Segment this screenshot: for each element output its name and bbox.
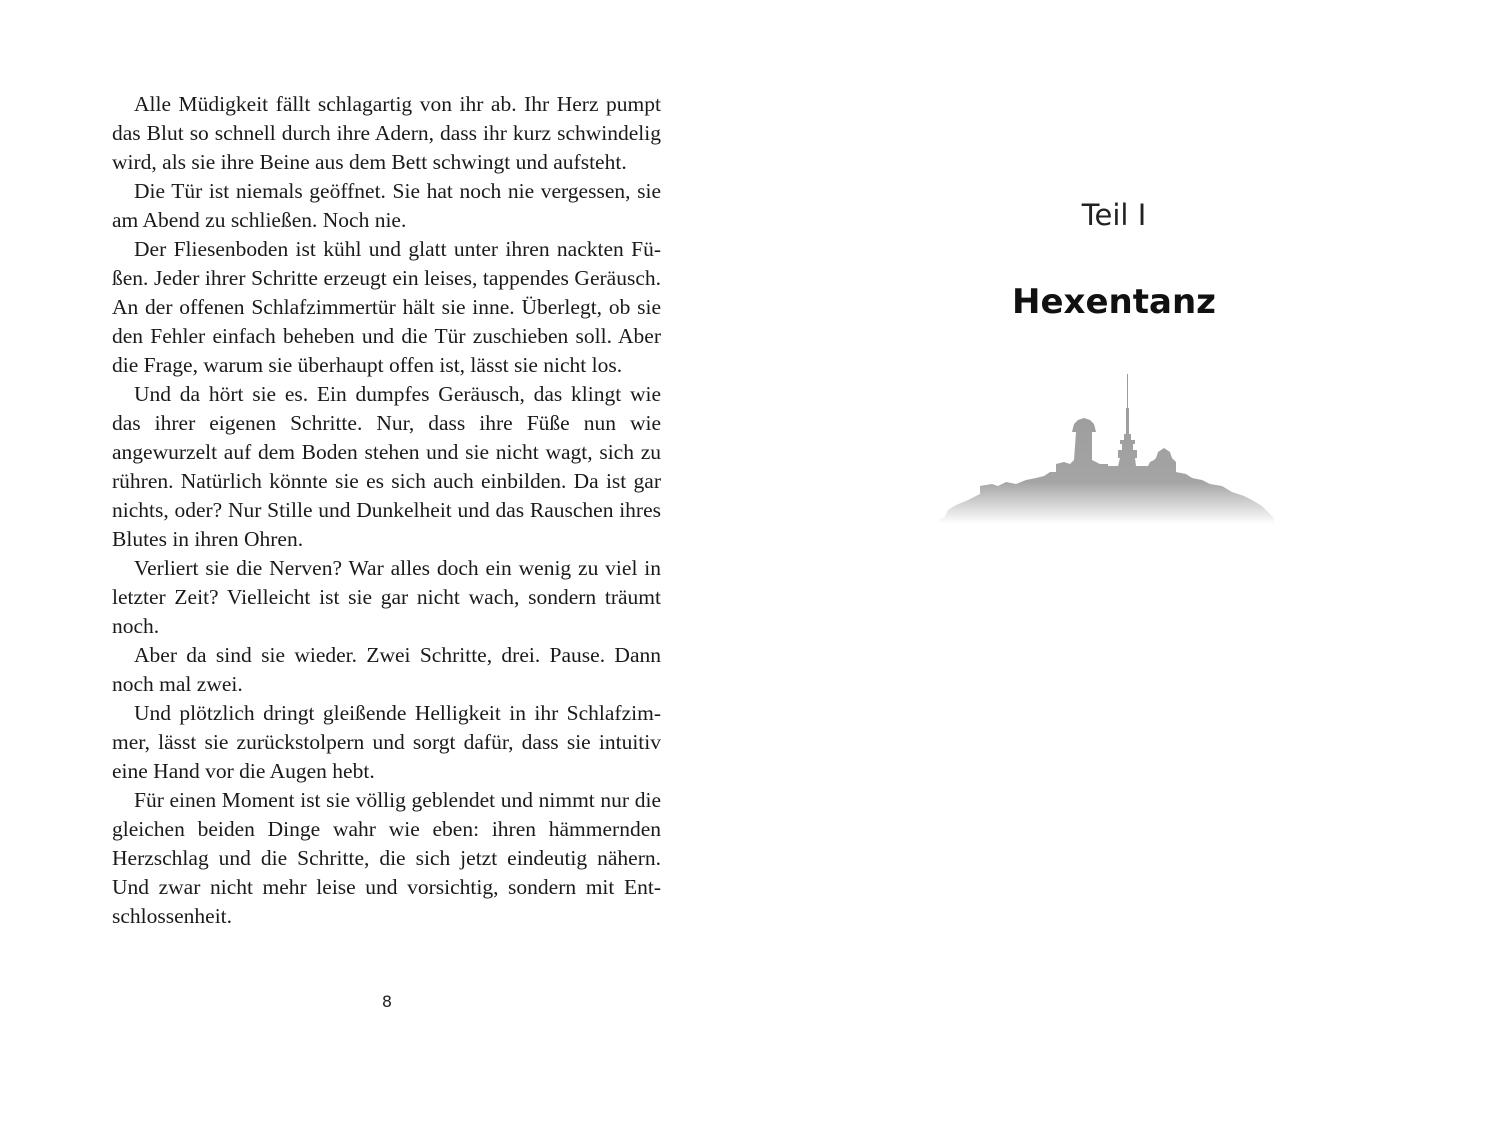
part-title: Hexentanz [1012,282,1216,322]
paragraph-3: Der Fliesenboden ist kühl und glatt unter ihren nackten Füßen. Jeder ihrer Schritte erzeugt ein leises, tappendes Geräusch. An der offenen Schlafzimmertür hält sie inne. Überlegt, ob sie den Fehler einfach beheben und die Tür zuschieben soll. Aber die Frage, warum sie überhaupt offen ist, lässt sie nicht los. [112,237,661,377]
paragraph-6: Aber da sind sie wieder. Zwei Schritte, drei. Pause. Dann noch mal zwei. [112,643,661,696]
part-label: Teil I [1081,198,1147,232]
paragraph-4: Und da hört sie es. Ein dumpfes Geräusch, das klingt wie das ihrer eigenen Schritte. Nur, dass ihre Füße nun wie angewurzelt auf dem Boden stehen und sie nicht wagt, sich zu rühren. Natürlich könnte sie es sich auch einbilden. Da ist gar nichts, oder? Nur Stille und Dunkelheit und das Rauschen ihres Blutes in ihren Ohren. [112,382,661,551]
left-page-body [112,90,661,931]
paragraph-8: Für einen Moment ist sie völlig geblendet und nimmt nur die gleichen beiden Dinge wahr wie eben: ihren hämmernden Herzschlag und die Schritte, die sich jetzt eindeutig nähern. Und zwar nicht mehr leise und vorsichtig, sondern mit Entschlossenheit. [112,788,661,928]
mountain-skyline-illustration [940,368,1275,524]
paragraph-1: Alle Müdigkeit fällt schlagartig von ihr ab. Ihr Herz pumpt das Blut so schnell durch ihre Adern, dass ihr kurz schwindelig wird, als sie ihre Beine aus dem Bett schwingt und aufsteht. [112,92,661,174]
paragraph-2: Die Tür ist niemals geöffnet. Sie hat noch nie vergessen, sie am Abend zu schließen. Noch nie. [112,179,661,232]
paragraph-7: Und plötzlich dringt gleißende Helligkeit in ihr Schlafzimmer, lässt sie zurückstolpern und sorgt dafür, dass sie intuitiv eine Hand vor die Augen hebt. [112,701,661,783]
page-number: 8 [381,992,393,1011]
paragraph-5: Verliert sie die Nerven? War alles doch ein wenig zu viel in letzter Zeit? Vielleicht ist sie gar nicht wach, sondern träumt noch. [112,556,661,638]
